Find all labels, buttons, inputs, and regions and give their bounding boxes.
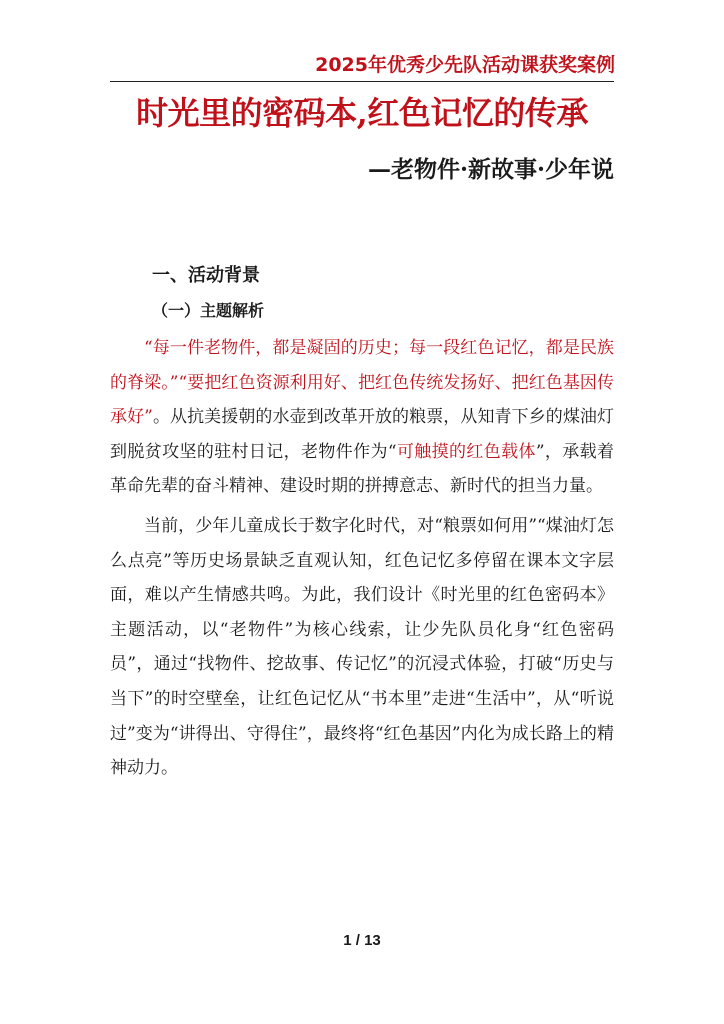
- page-number: 1 / 13: [343, 932, 381, 949]
- header-divider: [110, 81, 614, 82]
- document-subtitle: —老物件·新故事·少年说: [367, 156, 614, 183]
- red-highlight-text: 可触摸的红色载体: [396, 441, 536, 462]
- red-quote-text: “每一件老物件，都是凝固的历史；每一段红色记忆，都是民族的脊梁。”“要把红色资源利用好、把红色传统发扬好、把红色基因传承好”: [110, 338, 614, 428]
- paragraph-text: 。从抗美援朝的水壶到改革开放的粮票，从知青下乡的煤油灯到脱贫攻坚的驻村日记，老物件作为“: [110, 407, 614, 462]
- subsection-heading: （一）主题解析: [152, 301, 265, 320]
- document-body: [110, 258, 614, 786]
- section-heading: 一、活动背景: [152, 265, 260, 286]
- document-title: 时光里的密码本,红色记忆的传承: [136, 94, 588, 132]
- paragraph-text: ”，承载着革命先辈的奋斗精神、建设时期的拼搏意志、新时代的担当力量。: [110, 441, 614, 497]
- background-paragraph: 当前，少年儿童成长于数字化时代，对“粮票如何用”“煤油灯怎么点亮”等历史场景缺乏直观认知，红色记忆多停留在课本文字层面，难以产生情感共鸣。为此，我们设计《时光里的红色密码本》主题活动，以“老物件”为核心线索，让少先队员化身“红色密码员”，通过“找物件、挖故事、传记忆”的沉浸式体验，打破“历史与当下”的时空壁垒，让红色记忆从“书本里”走进“生活中”，从“听说过”变为“讲得出、守得住”，最终将“红色基因”内化为成长路上的精神动力。: [110, 515, 614, 779]
- header-label: 2025年优秀少先队活动课获奖案例: [315, 54, 615, 76]
- theme-paragraph: [110, 331, 614, 504]
